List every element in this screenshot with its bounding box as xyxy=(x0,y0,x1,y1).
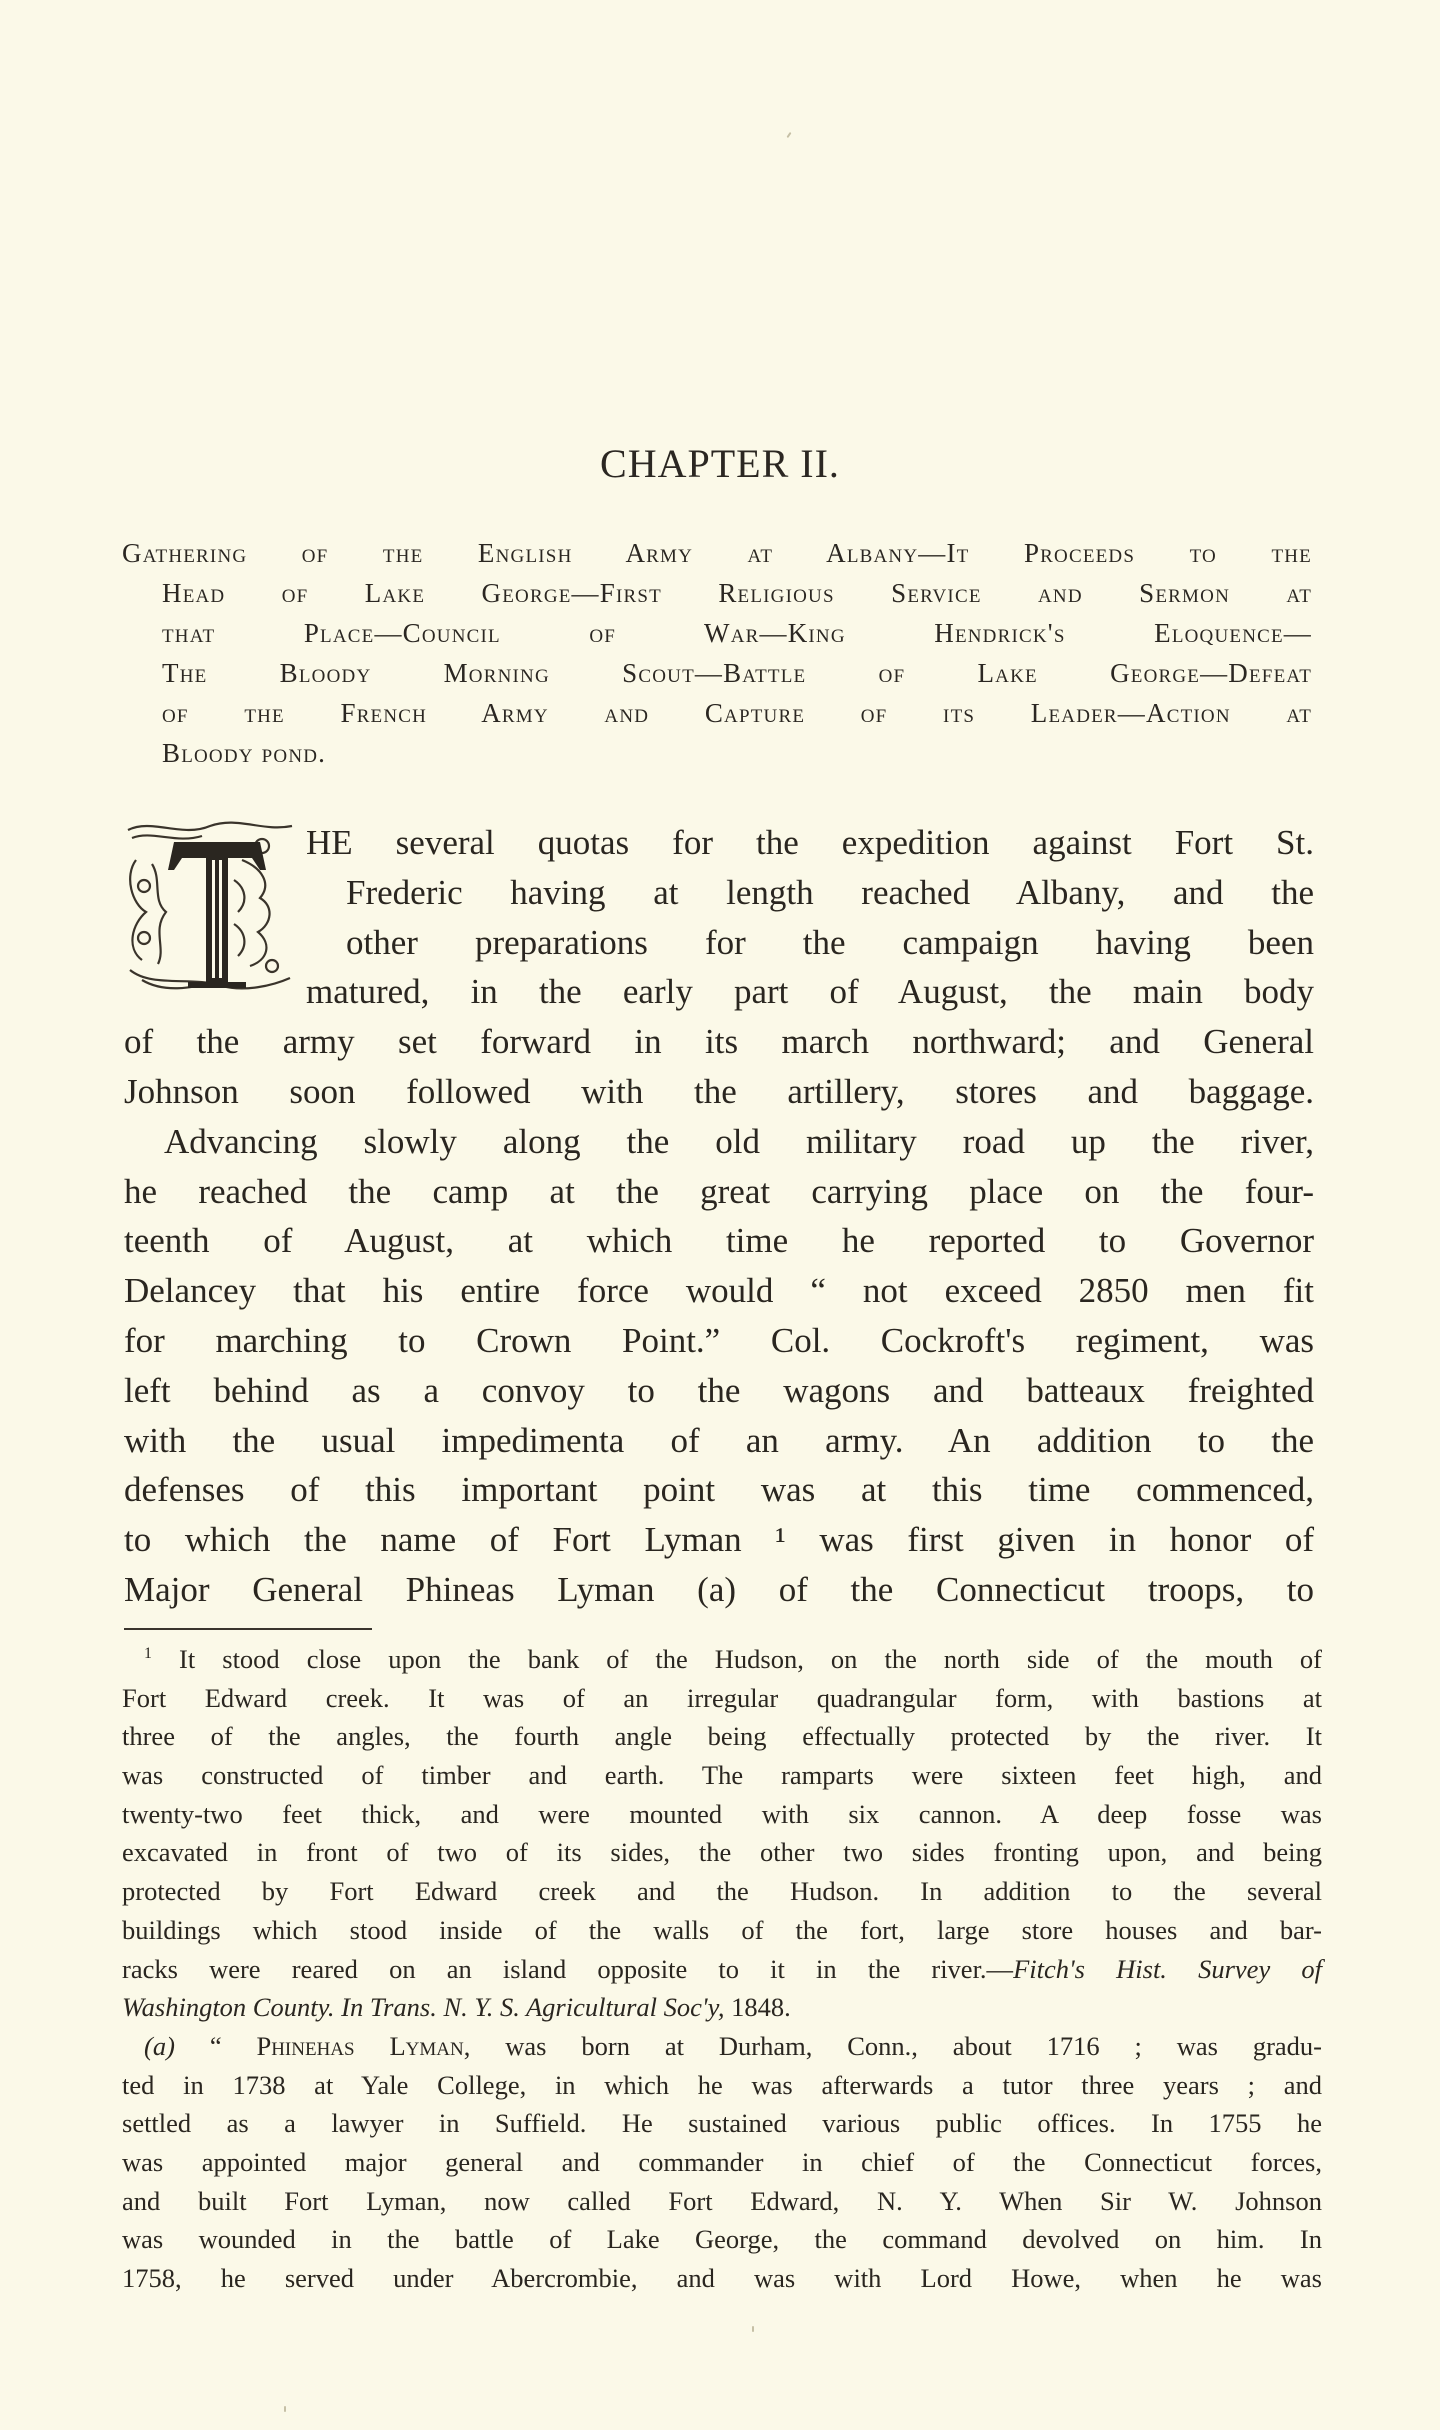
body-line: Johnson soon followed with the artillery, stores and baggage. xyxy=(124,1071,1314,1111)
footnote-line: was constructed of timber and earth. The ramparts were sixteen feet high, and xyxy=(122,1760,1322,1791)
body-line: with the usual impedimenta of an army. An addition to the xyxy=(124,1420,1314,1460)
footnote-line: twenty-two feet thick, and were mounted with six cannon. A deep fosse was xyxy=(122,1798,1322,1829)
body-line: HE several quotas for the expedition against Fort St. xyxy=(306,823,1314,862)
footnote-text: was born at Durham, Conn., about 1716 ; was gradu- xyxy=(470,2030,1323,2061)
footnote-line: and built Fort Lyman, now called Fort Edward, N. Y. When Sir W. Johnson xyxy=(122,2185,1322,2216)
body-line: left behind as a convoy to the wagons and batteaux freighted xyxy=(124,1370,1314,1410)
body-line: for marching to Crown Point.” Col. Cockroft's regiment, was xyxy=(124,1320,1314,1360)
footnote-marker: (a) xyxy=(144,2030,175,2061)
footnote-name: “ Phinehas Lyman, xyxy=(209,2030,471,2061)
footnote-line xyxy=(122,1988,1322,2027)
paper-speck xyxy=(786,132,791,138)
body-line: of the army set forward in its march northward; and General xyxy=(124,1022,1314,1062)
footnote-line: ted in 1738 at Yale College, in which he was afterwards a tutor three years ; and xyxy=(122,2069,1322,2100)
footnote-line: settled as a lawyer in Suffield. He sustained various public offices. In 1755 he xyxy=(122,2108,1322,2139)
footnote-line: protected by Fort Edward creek and the Hudson. In addition to the several xyxy=(122,1876,1322,1907)
chapter-title: CHAPTER II. xyxy=(600,441,840,486)
summary-line: Gathering of the English Army at Albany—It Proceeds to the xyxy=(122,538,1312,568)
footnote-line: three of the angles, the fourth angle being effectually protected by the river. It xyxy=(122,1721,1322,1752)
body-line: to which the name of Fort Lyman ¹ was first given in honor of xyxy=(124,1520,1314,1560)
body-line: Advancing slowly along the old military road up the river, xyxy=(164,1121,1314,1161)
footnote-line xyxy=(122,1950,1322,1989)
footnote-line xyxy=(122,2027,1322,2066)
summary-line: that Place—Council of War—King Hendrick's Eloquence— xyxy=(162,618,1312,648)
body-line: Frederic having at length reached Albany, and the xyxy=(346,872,1314,912)
footnotes xyxy=(122,1640,1322,2298)
body-text xyxy=(124,818,1314,1615)
footnote-line: was wounded in the battle of Lake George, the command devolved on him. In xyxy=(122,2224,1322,2255)
body-line: defenses of this important point was at this time commenced, xyxy=(124,1470,1314,1510)
footnote-citation: Fitch's Hist. Survey of xyxy=(1013,1953,1322,1984)
footnote-text: racks were reared on an island opposite to it in the river.— xyxy=(122,1953,1014,1984)
footnote-marker: 1 xyxy=(144,1645,152,1663)
body-line: matured, in the early part of August, the main body xyxy=(306,972,1314,1012)
summary-line: The Bloody Morning Scout—Battle of Lake George—Defeat xyxy=(162,658,1312,688)
footnote-text: It stood close upon the bank of the Hudson, on the north side of the mouth of xyxy=(179,1644,1323,1674)
footnote-divider xyxy=(124,1628,372,1630)
footnote-line: Fort Edward creek. It was of an irregular quadrangular form, with bastions at xyxy=(122,1682,1322,1713)
footnote-line: 1758, he served under Abercrombie, and was with Lord Howe, when he was xyxy=(122,2263,1322,2293)
footnote-text: 1848. xyxy=(724,1992,791,2023)
summary-line: Head of Lake George—First Religious Service and Sermon at xyxy=(162,578,1312,608)
body-line: Delancey that his entire force would “ not exceed 2850 men fit xyxy=(124,1271,1314,1311)
body-line: teenth of August, at which time he reported to Governor xyxy=(124,1221,1314,1261)
footnote-line: buildings which stood inside of the walls of the fort, large store houses and bar- xyxy=(122,1914,1322,1945)
footnote-line xyxy=(122,1640,1322,1679)
footnote-citation: Washington County. In Trans. N. Y. S. Agricultural Soc'y, xyxy=(122,1992,725,2023)
body-line: other preparations for the campaign having been xyxy=(346,922,1314,962)
paper-speck xyxy=(752,2326,754,2332)
paper-speck xyxy=(284,2406,286,2412)
body-line: Major General Phineas Lyman (a) of the Connecticut troops, to xyxy=(124,1569,1314,1609)
footnote-line: excavated in front of two of its sides, the other two sides fronting upon, and being xyxy=(122,1837,1322,1868)
chapter-summary xyxy=(122,533,1312,773)
footnote-line: was appointed major general and commander in chief of the Connecticut forces, xyxy=(122,2146,1322,2177)
summary-line: Bloody pond. xyxy=(162,738,327,768)
body-line: he reached the camp at the great carrying place on the four- xyxy=(124,1171,1314,1211)
summary-line: of the French Army and Capture of its Leader—Action at xyxy=(162,698,1312,728)
